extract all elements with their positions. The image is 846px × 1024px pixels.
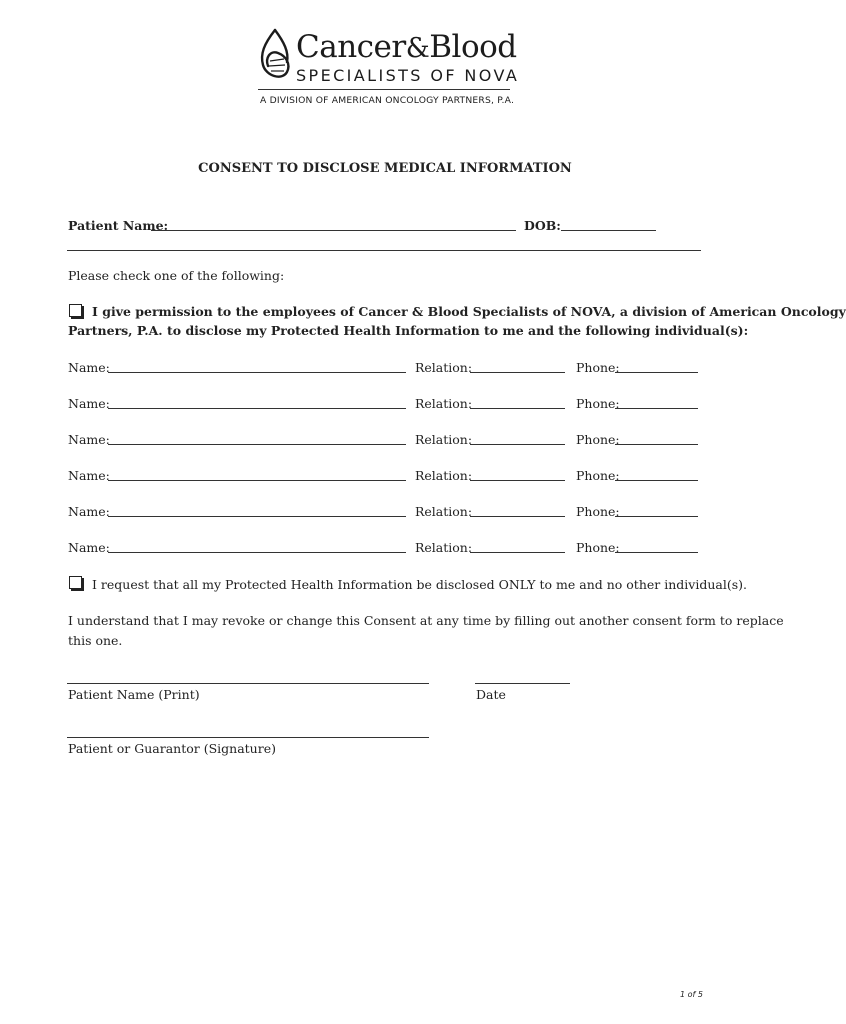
patient-name-field[interactable] bbox=[151, 230, 516, 231]
individual-5-relation-field[interactable] bbox=[470, 516, 565, 517]
individual-5-name-field[interactable] bbox=[108, 516, 406, 517]
signature-label: Patient or Guarantor (Signature) bbox=[68, 741, 276, 756]
individual-relation-label: Relation: bbox=[415, 468, 473, 483]
brand-name-part-1: Cancer bbox=[296, 29, 406, 65]
individual-phone-label: Phone: bbox=[576, 432, 620, 447]
individual-phone-label: Phone: bbox=[576, 396, 620, 411]
individual-5-phone-field[interactable] bbox=[615, 516, 698, 517]
individual-name-label: Name: bbox=[68, 396, 110, 411]
individual-3-name-field[interactable] bbox=[108, 444, 406, 445]
patient-name-label: Patient Name: bbox=[68, 218, 169, 233]
individual-name-label: Name: bbox=[68, 468, 110, 483]
dob-field[interactable] bbox=[561, 230, 656, 231]
individual-relation-label: Relation: bbox=[415, 432, 473, 447]
page-title: CONSENT TO DISCLOSE MEDICAL INFORMATION bbox=[198, 161, 572, 176]
individual-phone-label: Phone: bbox=[576, 540, 620, 555]
individual-name-label: Name: bbox=[68, 360, 110, 375]
individual-name-label: Name: bbox=[68, 540, 110, 555]
page-number: 1 of 5 bbox=[680, 990, 703, 999]
revoke-text-line2: this one. bbox=[68, 633, 123, 648]
permission-checkbox[interactable] bbox=[69, 304, 82, 317]
brand-ampersand: & bbox=[405, 33, 430, 64]
logo-divider bbox=[258, 89, 510, 90]
individual-phone-label: Phone: bbox=[576, 468, 620, 483]
individual-relation-label: Relation: bbox=[415, 396, 473, 411]
individual-2-name-field[interactable] bbox=[108, 408, 406, 409]
individual-6-phone-field[interactable] bbox=[615, 552, 698, 553]
date-field[interactable] bbox=[475, 683, 570, 684]
revoke-text-line1: I understand that I may revoke or change this Consent at any time by filling out another consent form to replace bbox=[68, 613, 784, 628]
dob-label: DOB: bbox=[524, 218, 561, 233]
individual-name-label: Name: bbox=[68, 504, 110, 519]
individual-6-name-field[interactable] bbox=[108, 552, 406, 553]
individual-4-phone-field[interactable] bbox=[615, 480, 698, 481]
individual-1-name-field[interactable] bbox=[108, 372, 406, 373]
individual-3-relation-field[interactable] bbox=[470, 444, 565, 445]
individual-4-relation-field[interactable] bbox=[470, 480, 565, 481]
brand-subtitle: SPECIALISTS OF NOVA bbox=[296, 66, 520, 85]
print-name-field[interactable] bbox=[67, 683, 429, 684]
section-divider bbox=[67, 250, 701, 251]
disclose-only-me-text: I request that all my Protected Health Information be disclosed ONLY to me and no other individual(s). bbox=[92, 577, 747, 592]
brand-name bbox=[296, 29, 517, 65]
disclose-only-me-checkbox[interactable] bbox=[69, 576, 82, 589]
brand-name-part-2: Blood bbox=[429, 29, 517, 65]
individual-relation-label: Relation: bbox=[415, 360, 473, 375]
division-text: A DIVISION OF AMERICAN ONCOLOGY PARTNERS, P.A. bbox=[260, 95, 515, 106]
individual-6-relation-field[interactable] bbox=[470, 552, 565, 553]
permission-text-line1: I give permission to the employees of Cancer & Blood Specialists of NOVA, a division of American Oncology bbox=[92, 304, 846, 319]
company-logo bbox=[258, 26, 518, 110]
individual-phone-label: Phone: bbox=[576, 504, 620, 519]
individual-1-relation-field[interactable] bbox=[470, 372, 565, 373]
signature-field[interactable] bbox=[67, 737, 429, 738]
permission-text-line2: Partners, P.A. to disclose my Protected Health Information to me and the following individual(s): bbox=[68, 323, 749, 338]
individual-name-label: Name: bbox=[68, 432, 110, 447]
individual-relation-label: Relation: bbox=[415, 504, 473, 519]
individual-1-phone-field[interactable] bbox=[615, 372, 698, 373]
instruction-text: Please check one of the following: bbox=[68, 268, 285, 283]
individual-relation-label: Relation: bbox=[415, 540, 473, 555]
individual-4-name-field[interactable] bbox=[108, 480, 406, 481]
date-label: Date bbox=[476, 687, 506, 702]
print-name-label: Patient Name (Print) bbox=[68, 687, 200, 702]
individual-3-phone-field[interactable] bbox=[615, 444, 698, 445]
individual-2-phone-field[interactable] bbox=[615, 408, 698, 409]
dna-ribbon-icon bbox=[258, 28, 292, 84]
individual-phone-label: Phone: bbox=[576, 360, 620, 375]
individual-2-relation-field[interactable] bbox=[470, 408, 565, 409]
